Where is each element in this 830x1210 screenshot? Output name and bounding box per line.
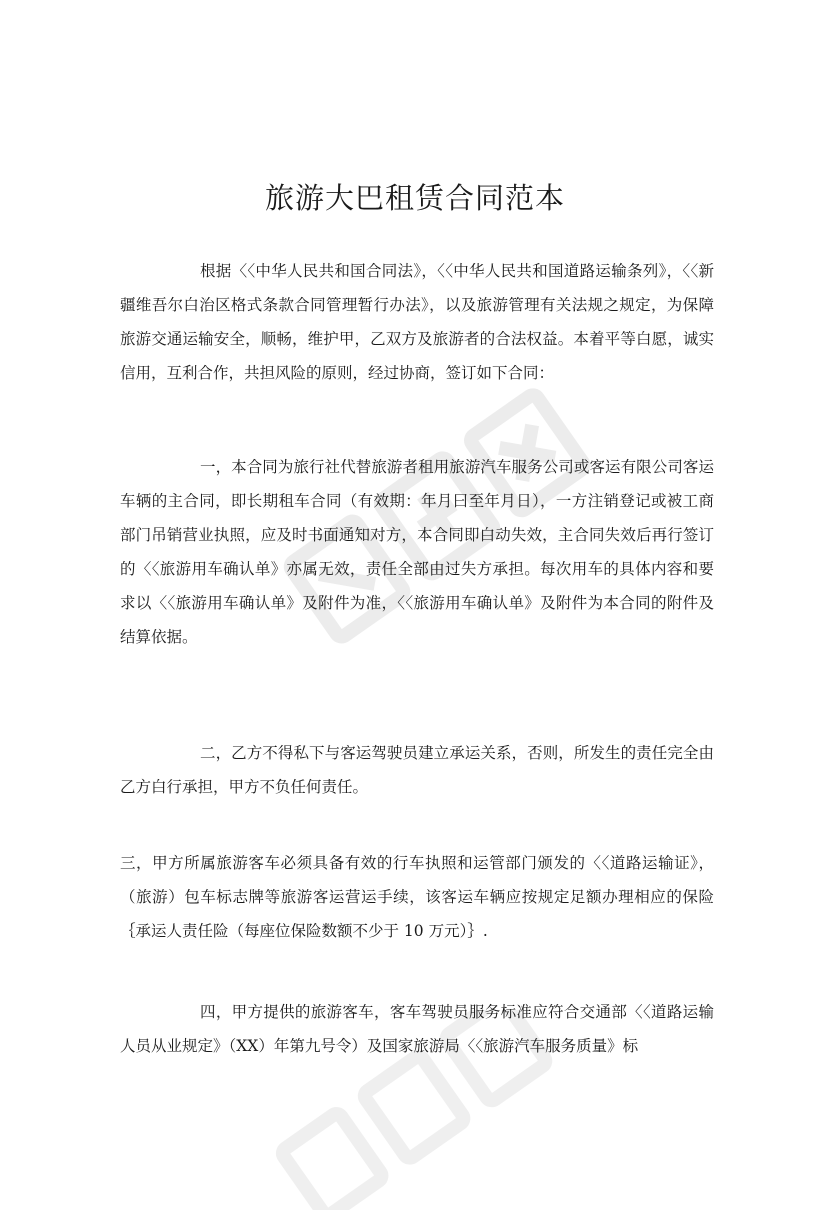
clause-3-paragraph: 三，甲方所属旅游客车必须具备有效的行车执照和运管部门颁发的〈〈道路运输证》，（旅游）包车标志牌等旅游客运营运手续，该客运车辆应按规定足额办理相应的保险｛承运人责任险（每座位保险数额不少于 10 万元）｝. — [120, 854, 714, 940]
clause-2-paragraph: 二，乙方不得私下与客运驾驶员建立承运关系，否则，所发生的责任完全由乙方白行承担，甲方不负任何责任。 — [120, 744, 714, 796]
clause-4-paragraph: 四，甲方提供的旅游客车，客车驾驶员服务标准应符合交通部〈〈道路运输人员从业规定》（XX）年第九号令）及国家旅游局〈〈旅游汽车服务质量》标 — [120, 1003, 714, 1055]
intro-paragraph: 根据〈〈中华人民共和国合同法》，〈〈中华人民共和国道路运输条列》，〈〈新疆维吾尔白治区格式条款合同管理暂行办法》，以及旅游管理有关法规之规定，为保障旅游交通运输安全，顺畅，维护甲，乙双方及旅游者的合法权益。本着平等白愿，诚实信用，互利合作，共担风险的原则，经过协商，签订如下合同： — [120, 262, 714, 382]
document-title: 旅游大巴租赁合同范本 — [264, 181, 565, 215]
clause-1-paragraph: 一，本合同为旅行社代替旅游者租用旅游汽车服务公司或客运有限公司客运车辆的主合同，即长期租车合同（有效期：年月曰至年月日），一方注销登记或被工商部门吊销营业执照，应及时书面通知对方，本合同即白动失效，主合同失效后再行签订的〈〈旅游用车确认单》亦属无效，责任全部由过失方承担。每次用车的具体内容和要求以〈〈旅游用车确认单》及附件为准，〈〈旅游用车确认单》及附件为本合同的附件及结算依据。 — [120, 458, 714, 646]
